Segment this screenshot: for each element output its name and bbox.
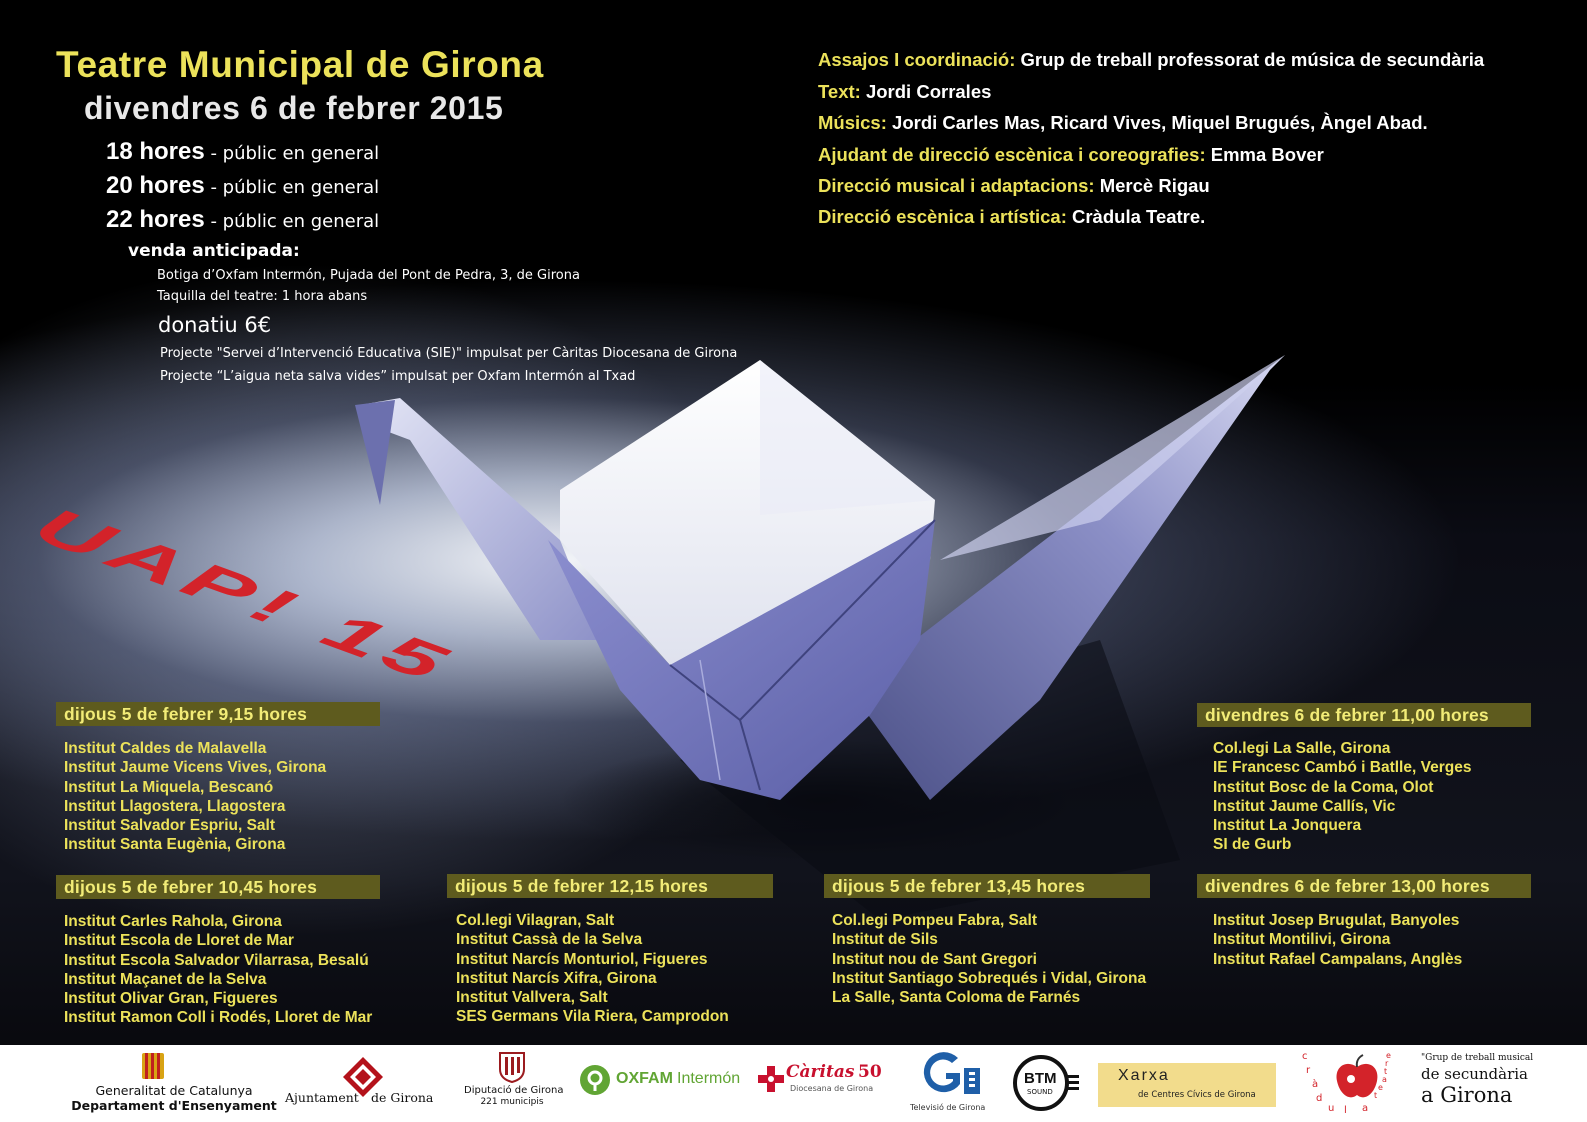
- cradula-letter: t: [1374, 1091, 1378, 1100]
- school-item: Institut Bosc de la Coma, Olot: [1213, 778, 1434, 796]
- school-item: SES Germans Vila Riera, Camprodon: [456, 1008, 729, 1026]
- project-line: Projecte “L’aigua neta salva vides” impulsat per Oxfam Intermón al Txad: [160, 369, 636, 384]
- showtime-audience: - públic en general: [204, 211, 380, 232]
- schedule-heading: dijous 5 de febrer 9,15 hores: [56, 702, 380, 726]
- school-item: Institut Olivar Gran, Figueres: [64, 990, 278, 1008]
- credit-name: Mercè Rigau: [1094, 175, 1210, 196]
- tv-girona-g-icon: [918, 1048, 988, 1098]
- school-item: Col.legi Pompeu Fabra, Salt: [832, 912, 1037, 929]
- showtime-hour: 22 hores: [106, 206, 205, 233]
- cradula-letter: e: [1378, 1083, 1383, 1092]
- schedule-heading: divendres 6 de febrer 11,00 hores: [1197, 703, 1531, 727]
- cradula-letter: a: [1382, 1075, 1387, 1084]
- intermon-word: Intermón: [677, 1070, 741, 1087]
- showtime-hour: 20 hores: [106, 172, 205, 199]
- showtime-hour: 18 hores: [106, 138, 205, 165]
- oxfam-word: OXFAM: [616, 1070, 673, 1087]
- xarxa-word: Xarxa: [1118, 1067, 1170, 1084]
- cradula-letter: r: [1306, 1065, 1311, 1076]
- schedule-list: [64, 739, 326, 855]
- btm-word: BTM: [1024, 1070, 1057, 1087]
- school-item: Institut Carles Rahola, Girona: [64, 913, 282, 930]
- grup-line: "Grup de treball musical: [1421, 1053, 1534, 1063]
- school-item: Institut Montilivi, Girona: [1213, 931, 1391, 949]
- school-item: Institut Caldes de Malavella: [64, 740, 267, 757]
- credit-line: [818, 81, 991, 103]
- school-item: Institut Rafael Campalans, Anglès: [1213, 950, 1463, 968]
- cradula-teatre-logo: [1300, 1045, 1410, 1122]
- schedule-list: [64, 912, 372, 1028]
- cradula-letter: u: [1328, 1103, 1335, 1114]
- caritas-anniversary: 50: [858, 1062, 882, 1082]
- presale-line: Taquilla del teatre: 1 hora abans: [157, 289, 368, 304]
- show-title: UAP! 15: [21, 495, 467, 694]
- xarxa-centres-civics-logo: [1098, 1063, 1276, 1107]
- cradula-letter: a: [1362, 1103, 1369, 1114]
- caritas-subtitle: Diocesana de Girona: [790, 1084, 874, 1093]
- school-item: Institut Jaume Callís, Vic: [1213, 797, 1396, 815]
- credit-role: Text:: [818, 81, 861, 102]
- school-item: La Salle, Santa Coloma de Farnés: [832, 989, 1081, 1007]
- xarxa-subtitle: de Centres Cívics de Girona: [1138, 1090, 1256, 1100]
- schedule-list: [832, 911, 1146, 1007]
- school-item: IE Francesc Cambó i Batlle, Verges: [1213, 759, 1472, 777]
- school-item: Institut Jaume Vicens Vives, Girona: [64, 759, 327, 777]
- credit-name: Emma Bover: [1205, 144, 1324, 165]
- event-date: divendres 6 de febrer 2015: [84, 90, 504, 126]
- diputacio-subtitle: 221 municipis: [480, 1097, 544, 1107]
- school-item: Institut Santiago Sobrequés i Vidal, Girona: [832, 969, 1147, 987]
- diputacio-name: Diputació de Girona: [464, 1085, 564, 1096]
- grup-line: de secundària: [1421, 1065, 1528, 1083]
- cradula-letter: e: [1386, 1051, 1391, 1060]
- credit-role: Assajos I coordinació:: [818, 49, 1016, 70]
- schedule-list: [456, 911, 729, 1027]
- donation-label: donatiu 6€: [158, 313, 272, 337]
- presale-line: Botiga d’Oxfam Intermón, Pujada del Pont de Pedra, 3, de Girona: [157, 268, 580, 283]
- credit-line: [818, 206, 1205, 228]
- school-item: Institut La Miquela, Bescanó: [64, 778, 274, 796]
- school-item: Col.legi La Salle, Girona: [1213, 740, 1391, 757]
- senyera-shield-icon: [142, 1053, 164, 1079]
- credit-line: [818, 175, 1210, 197]
- schedule-heading: dijous 5 de febrer 12,15 hores: [447, 874, 773, 898]
- caritas-word: Càritas: [786, 1062, 855, 1082]
- school-item: Institut Ramon Coll i Rodés, Lloret de Mar: [64, 1009, 373, 1027]
- credit-name: Jordi Corrales: [860, 81, 992, 102]
- ajuntament-word: Ajuntament: [285, 1090, 359, 1105]
- cradula-letter: c: [1302, 1051, 1308, 1062]
- showtime-1: [106, 138, 379, 166]
- school-item: Institut Vallvera, Salt: [456, 989, 608, 1007]
- cradula-letter: à: [1312, 1079, 1319, 1090]
- generalitat-department: Departament d'Ensenyament: [71, 1098, 277, 1113]
- schedule-list: [1213, 739, 1471, 855]
- schedule-heading: dijous 5 de febrer 10,45 hores: [56, 875, 380, 899]
- school-item: Institut nou de Sant Gregori: [832, 950, 1037, 968]
- cradula-letter: t: [1384, 1067, 1388, 1076]
- credit-line: [818, 112, 1428, 134]
- credit-line: [818, 144, 1324, 166]
- school-item: Institut Santa Eugènia, Girona: [64, 836, 286, 854]
- schedule-list: [1213, 911, 1462, 969]
- credit-role: Direcció musical i adaptacions:: [818, 175, 1095, 196]
- credit-name: Grup de treball professorat de música de secundària: [1015, 49, 1485, 70]
- credit-name: Jordi Carles Mas, Ricard Vives, Miquel Brugués, Àngel Abad.: [886, 112, 1428, 133]
- schedule-heading: divendres 6 de febrer 13,00 hores: [1197, 874, 1531, 898]
- grup-line: a Girona: [1421, 1083, 1513, 1107]
- credit-role: Ajudant de direcció escènica i coreografies:: [818, 144, 1206, 165]
- school-item: SI de Gurb: [1213, 836, 1292, 854]
- school-item: Institut de Sils: [832, 931, 938, 949]
- ajuntament-city: de Girona: [371, 1090, 434, 1105]
- showtime-audience: - públic en general: [204, 177, 380, 198]
- school-item: Institut Maçanet de la Selva: [64, 970, 267, 988]
- venue-title: Teatre Municipal de Girona: [56, 44, 544, 85]
- school-item: Institut Narcís Xifra, Girona: [456, 969, 657, 987]
- credit-name: Cràdula Teatre.: [1066, 206, 1206, 227]
- showtime-2: [106, 172, 379, 200]
- showtime-audience: - públic en general: [204, 143, 380, 164]
- presale-label: venda anticipada:: [128, 241, 300, 261]
- credit-role: Direcció escènica i artística:: [818, 206, 1067, 227]
- credit-line: [818, 49, 1484, 71]
- showtime-3: [106, 206, 379, 234]
- cradula-letter: d: [1316, 1093, 1323, 1104]
- tv-girona-caption: Televisió de Girona: [910, 1103, 986, 1112]
- caritas-cross-icon: [758, 1066, 784, 1092]
- school-item: Institut Cassà de la Selva: [456, 931, 643, 949]
- project-line: Projecte "Servei d’Intervenció Educativa (SIE)" impulsat per Càritas Diocesana de Girona: [160, 346, 738, 361]
- credit-role: Músics:: [818, 112, 887, 133]
- school-item: Institut Escola Salvador Vilarrasa, Besalú: [64, 951, 369, 969]
- school-item: Institut Llagostera, Llagostera: [64, 797, 286, 815]
- diputacio-crest-icon: [499, 1049, 525, 1083]
- oxfam-circle-icon: [580, 1065, 610, 1095]
- schedule-heading: dijous 5 de febrer 13,45 hores: [824, 874, 1150, 898]
- sponsor-bar: [0, 1045, 1587, 1122]
- school-item: Institut La Jonquera: [1213, 817, 1362, 835]
- school-item: Institut Narcís Monturiol, Figueres: [456, 950, 708, 968]
- generalitat-name: Generalitat de Catalunya: [95, 1083, 253, 1098]
- school-item: Col.legi Vilagran, Salt: [456, 912, 615, 929]
- school-item: Institut Salvador Espriu, Salt: [64, 817, 276, 835]
- school-item: Institut Josep Brugulat, Banyoles: [1213, 912, 1460, 929]
- cradula-letter: r: [1385, 1059, 1389, 1068]
- cradula-letter: l: [1344, 1105, 1347, 1116]
- school-item: Institut Escola de Lloret de Mar: [64, 932, 294, 950]
- btm-subtitle: SOUND: [1027, 1088, 1053, 1096]
